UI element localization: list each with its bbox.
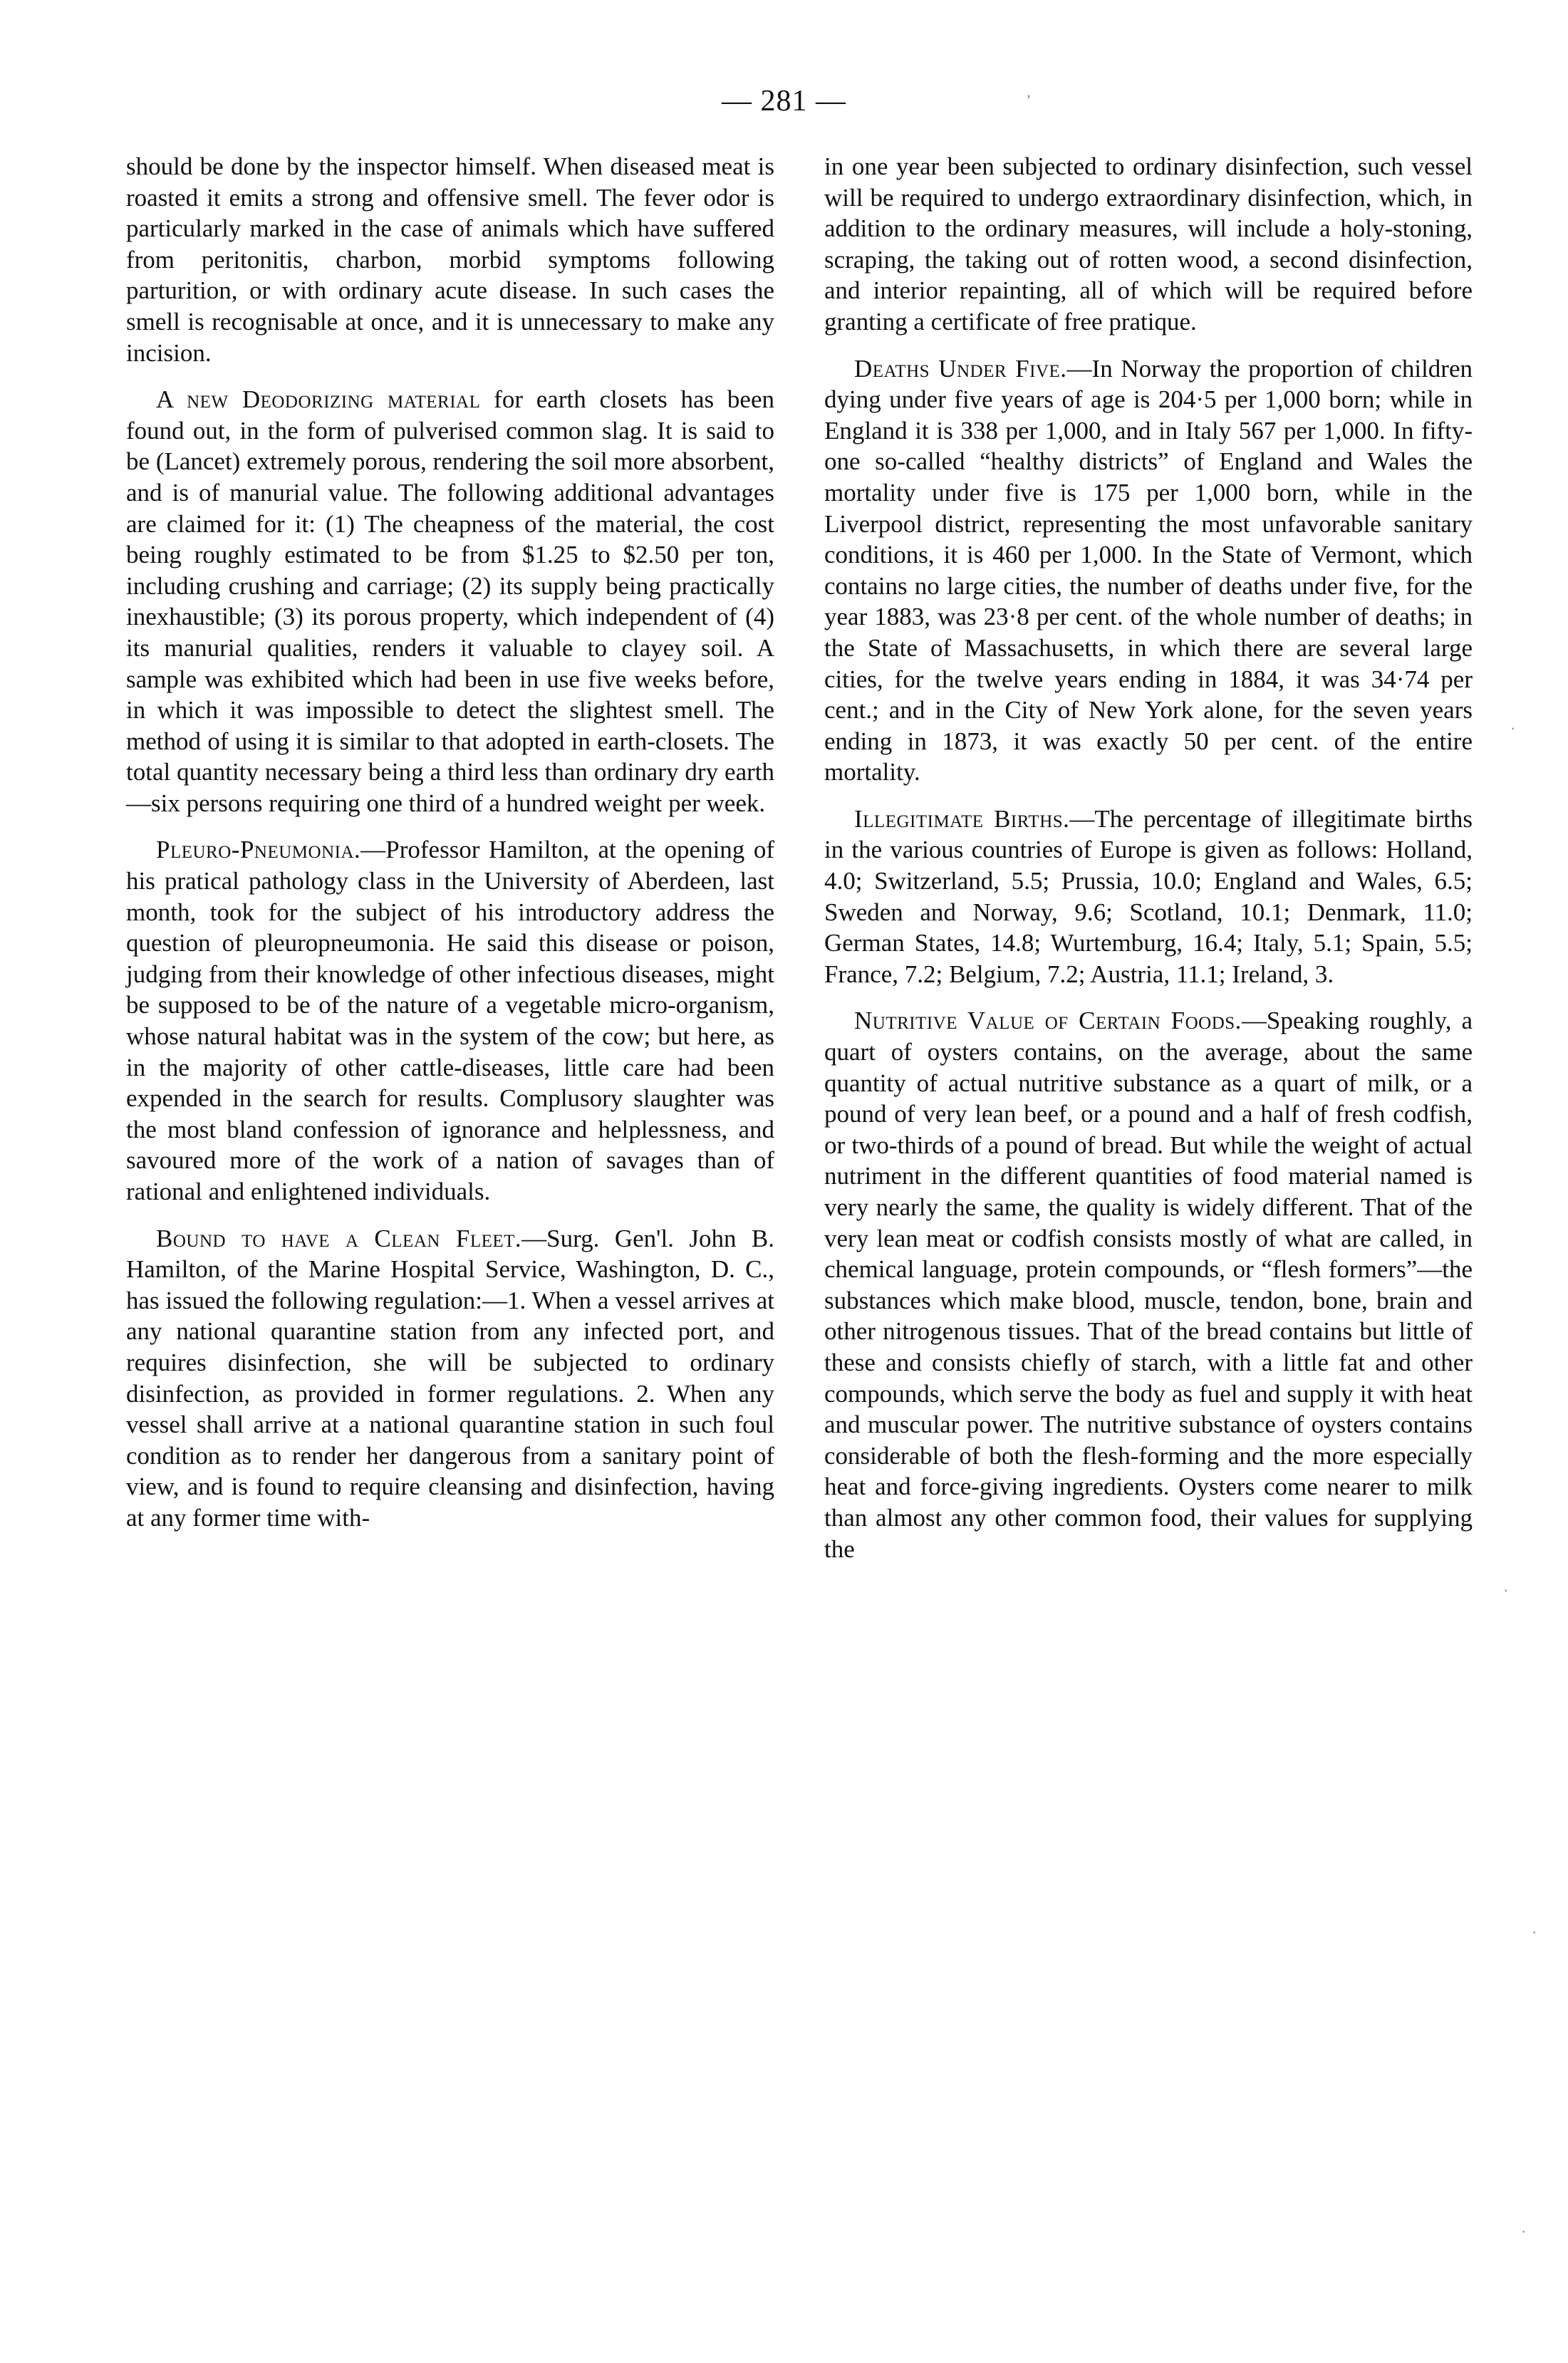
left-column xyxy=(126,151,774,1549)
paragraph-clean-fleet xyxy=(126,1223,774,1534)
section-heading: Nutritive Value of Certain Foods. xyxy=(854,1007,1242,1035)
paragraph-text: in one year been subjected to ordinary disinfection, such vessel will be required to undergo extraordinary disinfection, which, in addition to the ordinary measures, will include a holy-stoning, scraping, the taking out of rotten wood, a second disinfection, and interior repainting, all of which will be required before granting a certificate of free pratique. xyxy=(824,152,1473,336)
section-heading: Illegitimate Births. xyxy=(854,804,1070,833)
paragraph-text: —Professor Hamilton, at the opening of his pratical pathology class in the University of Aberdeen, last month, took for the subject of his introductory address the question of pleuropneumonia. He said this disease or poison, judging from their knowledge of other infectious diseases, might be supposed to be of the nature of a vegetable micro-organism, whose natural habitat was in the system of the cow; but here, as in the majority of other cattle-diseases, little care had been expended in the search for results. Complusory slaughter was the most bland confession of ignorance and helplessness, and savoured more of the work of a nation of savages than of rational and enlightened individuals. xyxy=(126,836,774,1205)
scan-speck: · xyxy=(1503,1582,1509,1599)
paragraph-text: —Speaking roughly, a quart of oysters contains, on the average, about the same quantity of actual nutritive substance as a quart of milk, or a pound of very lean beef, or a pound and a half of fresh codfish, or two-thirds of a pound of bread. But while the weight of actual nutriment in the different quantities of food material named is very nearly the same, the quality is widely different. That of the very lean meat or codfish consists mostly of what are called, in chemical language, protein compounds, or “flesh formers”—the substances which make blood, muscle, tendon, bone, brain and other nitrogenous tissues. That of the bread contains but little of these and consists chiefly of starch, with a little fat and other compounds, which serve the body as fuel and supply it with heat and muscular power. The nutritive substance of oysters contains considerable of both the flesh-forming and the more especially heat and force-giving ingredients. Oysters come nearer to milk than almost any other common food, their values for supplying the xyxy=(824,1007,1473,1563)
page-number: — 281 — xyxy=(722,85,846,118)
section-heading: Bound to have a Clean Fleet. xyxy=(156,1224,522,1252)
paragraph-deaths-under-five xyxy=(824,353,1473,788)
scan-speck: · xyxy=(1532,1923,1537,1941)
paragraph-pleuro-pneumonia xyxy=(126,834,774,1207)
section-heading: Deaths Under Five. xyxy=(854,354,1067,383)
scan-speck: · xyxy=(1521,2223,1527,2240)
paragraph-text: for earth closets has been found out, in the form of pulverised common slag. It is said to be (Lancet) extremely porous, rendering the soil more absorbent, and is of manurial value. The following additional advantages are claimed for it: (1) The cheapness of the material, the cost being roughly estimated to be from $1.25 to $2.50 per ton, including crushing and carriage; (2) its supply being practically inexhaustible; (3) its porous property, which independent of (4) its manurial qualities, renders it valuable to clayey soil. A sample was exhibited which had been in use five weeks before, in which it was impossible to detect the slightest smell. The method of using it is similar to that adopted in earth-closets. The total quantity necessary being a third less than ordinary dry earth—six persons requiring one third of a hundred weight per week. xyxy=(126,385,775,817)
paragraph-nutritive-value xyxy=(824,1005,1473,1564)
paragraph-text: —Surg. Gen'l. John B. Hamilton, of the Marine Hospital Service, Washington, D. C., has issued the following regulation:—1. When a vessel arrives at any national quarantine station from any infected port, and requires disinfection, she will be subjected to ordinary disinfection, as provided in former regulations. 2. When any vessel shall arrive at a national quarantine station in such foul condition as to render her dangerous from a sanitary point of view, and is found to require cleansing and disinfection, having at any former time with- xyxy=(126,1224,774,1532)
paragraph-diseased-meat-continued xyxy=(126,151,774,368)
section-heading: Pleuro-Pneumonia. xyxy=(156,836,361,864)
section-heading: A new Deodorizing material xyxy=(156,385,481,414)
paragraph-text: should be done by the inspector himself. When diseased meat is roasted it emits a strong and offensive smell. The fever odor is particularly marked in the case of animals which have suffered from peritonitis, charbon, morbid symptoms following parturition, or with ordinary acute disease. In such cases the smell is recognisable at once, and it is unnecessary to make any incision. xyxy=(126,152,774,367)
right-column xyxy=(824,151,1473,1580)
paragraph-deodorizing-material xyxy=(126,384,774,819)
paragraph-clean-fleet-continued xyxy=(824,151,1473,338)
paragraph-text: —The percentage of illegitimate births in the various countries of Europe is given as follows: Holland, 4.0; Switzerland, 5.5; Prussia, 10.0; England and Wales, 6.5; Sweden and Norway, 9.6; Scotland, 10.1; Denmark, 11.0; German States, 14.8; Wurtemburg, 16.4; Italy, 5.1; Spain, 5.5; France, 7.2; Belgium, 7.2; Austria, 11.1; Ireland, 3. xyxy=(824,804,1473,988)
scan-speck: ’ xyxy=(1026,91,1032,109)
scan-speck: · xyxy=(1510,720,1516,737)
paragraph-illegitimate-births xyxy=(824,804,1473,990)
paragraph-text: —In Norway the proportion of children dying under five years of age is 204·5 per 1,000 born; while in England it is 338 per 1,000, and in Italy 567 per 1,000. In fifty-one so-called “healthy districts” of England and Wales the mortality under five is 175 per 1,000 born, while in the Liverpool district, representing the most unfavorable sanitary conditions, it is 460 per 1,000. In the State of Vermont, which contains no large cities, the number of deaths under five, for the year 1883, was 23·8 per cent. of the whole number of deaths; in the State of Massachusetts, in which there are several large cities, for the twelve years ending in 1884, it was 34·74 per cent.; and in the City of New York alone, for the seven years ending in 1873, it was exactly 50 per cent. of the entire mortality. xyxy=(824,354,1473,786)
